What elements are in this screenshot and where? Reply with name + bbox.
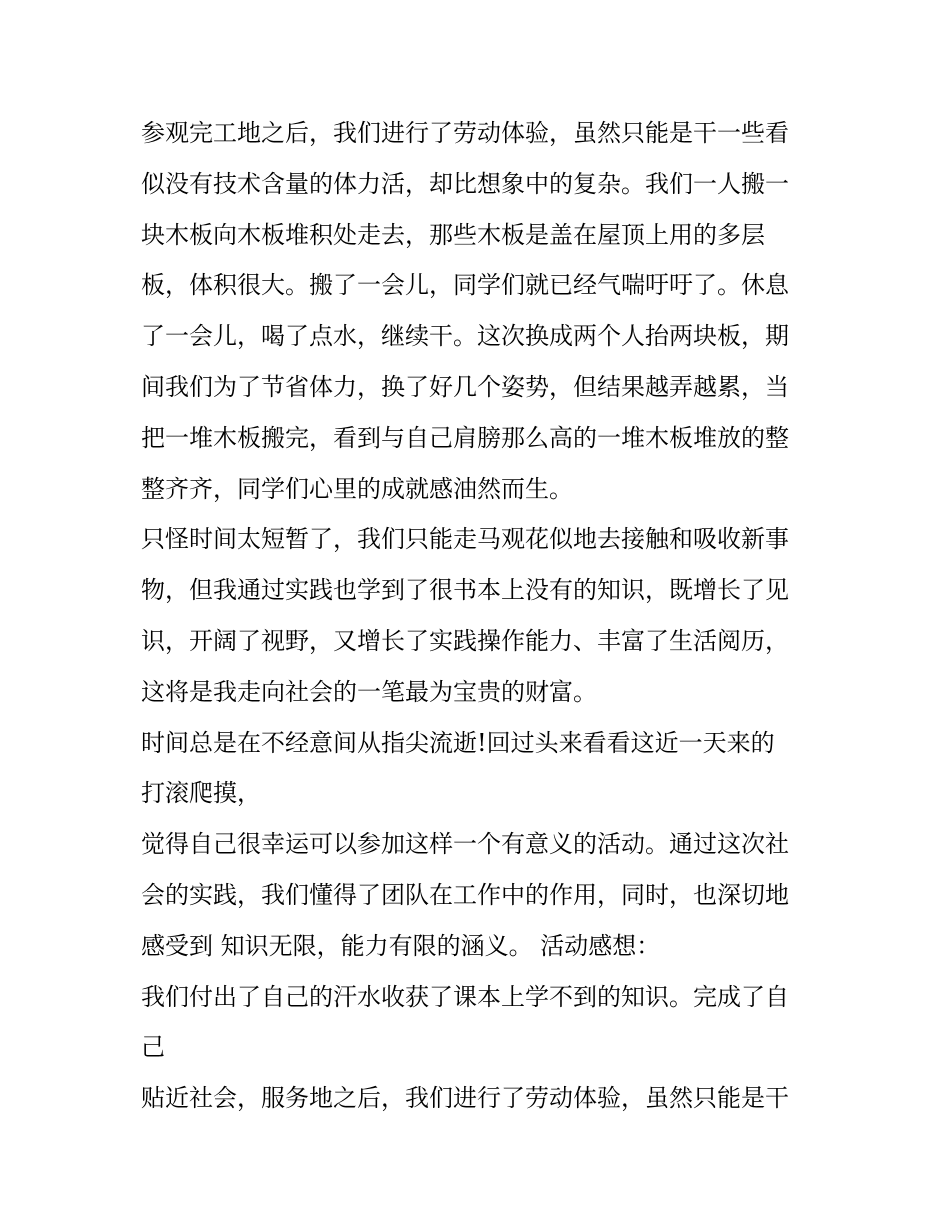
text-line: 打滚爬摸，: [141, 779, 261, 808]
text-line: 我们付出了自己的汗水收获了课本上学不到的知识。完成了自: [141, 982, 789, 1011]
document-body: [141, 108, 821, 1124]
text-line: 识，开阔了视野，又增长了实践操作能力、丰富了生活阅历，: [141, 626, 789, 655]
text-line: 己: [141, 1033, 165, 1062]
text-line: 把一堆木板搬完，看到与自己肩膀那么高的一堆木板堆放的整: [141, 423, 789, 452]
text-line: 物，但我通过实践也学到了很书本上没有的知识，既增长了见: [141, 576, 789, 605]
text-line: 块木板向木板堆积处走去，那些木板是盖在屋顶上用的多层: [141, 220, 765, 249]
text-line: 似没有技术含量的体力活，却比想象中的复杂。我们一人搬一: [141, 169, 789, 198]
text-line: 间我们为了节省体力，换了好几个姿势，但结果越弄越累，当: [141, 372, 789, 401]
text-line: 感受到 知识无限，能力有限的涵义。 活动感想：: [141, 931, 661, 960]
text-line: 只怪时间太短暂了，我们只能走马观花似地去接触和吸收新事: [141, 525, 789, 554]
text-line: 参观完工地之后，我们进行了劳动体验，虽然只能是干一些看: [141, 119, 789, 147]
text-line: 会的实践，我们懂得了团队在工作中的作用，同时，也深切地: [141, 880, 789, 909]
text-line: 贴近社会，服务地之后，我们进行了劳动体验，虽然只能是干: [141, 1084, 789, 1113]
text-line: 板，体积很大。搬了一会儿，同学们就已经气喘吁吁了。休息: [141, 271, 789, 300]
text-line: 觉得自己很幸运可以参加这样一个有意义的活动。通过这次社: [141, 830, 789, 859]
text-line: 了一会儿，喝了点水，继续干。这次换成两个人抬两块板，期: [141, 322, 789, 351]
text-line: 这将是我走向社会的一笔最为宝贵的财富。: [141, 677, 597, 706]
text-line: 时间总是在不经意间从指尖流逝!回过头来看看这近一天来的: [141, 728, 775, 757]
text-line: 整齐齐，同学们心里的成就感油然而生。: [141, 474, 573, 503]
